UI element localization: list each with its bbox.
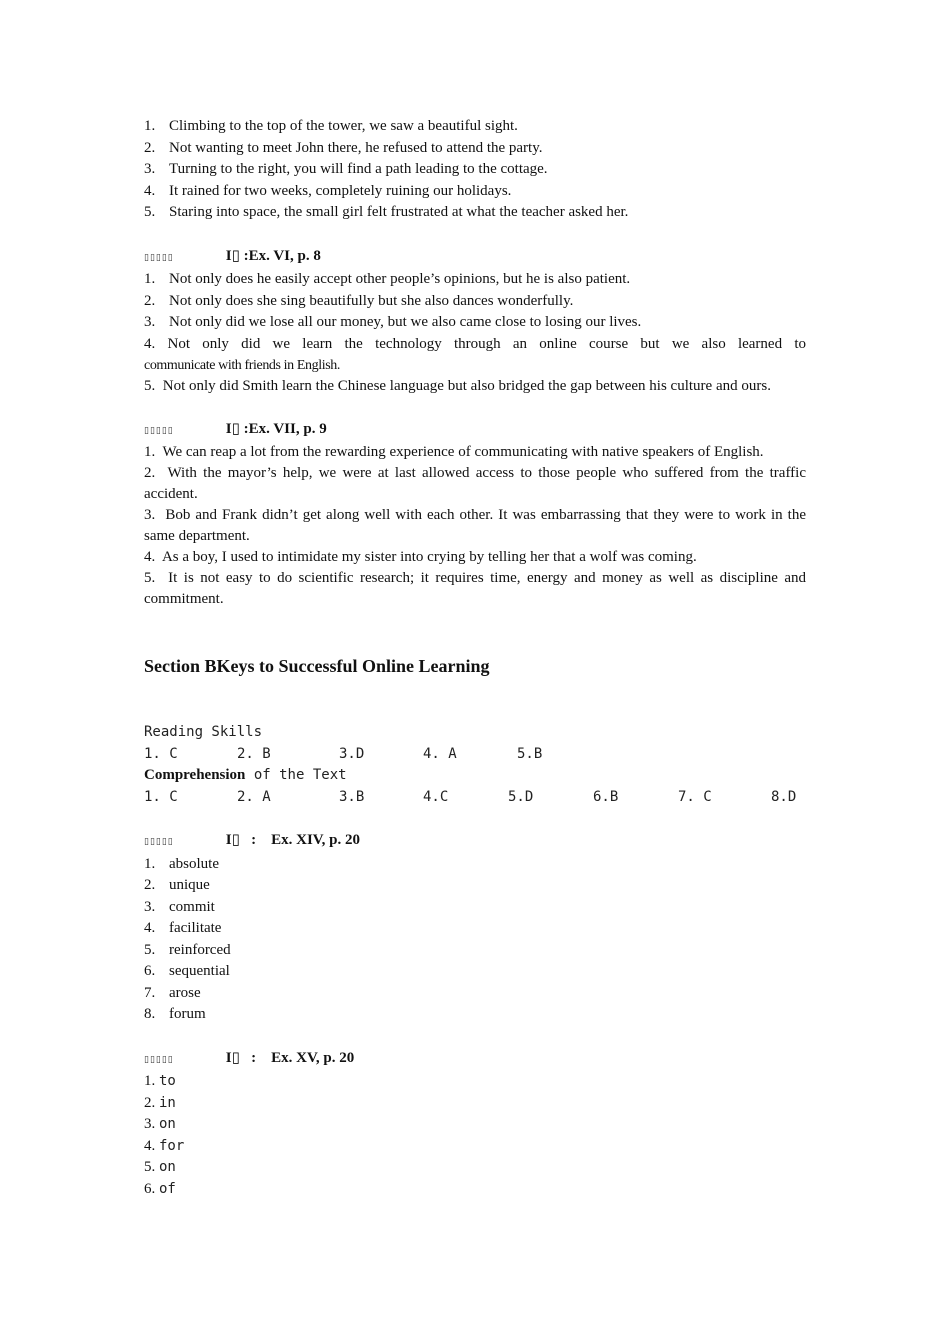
list-item: 1. We can reap a lot from the rewarding experience of communicating with native speakers of English.	[144, 444, 764, 460]
exercise-heading-xiv: ▯▯▯▯▯ I▯ : Ex. XIV, p. 20	[144, 832, 361, 848]
list-item: 3. Not only did we lose all our money, but we also came close to losing our lives.	[144, 314, 642, 330]
list-item: 2. Not wanting to meet John there, he refused to attend the party.	[144, 139, 543, 156]
list-item: 1. absolute	[144, 855, 219, 872]
list-item: 5. It is not easy to do scientific research; it requires time, energy and money as well as discipline and commitment.	[144, 570, 807, 607]
list-item: 6. sequential	[144, 963, 230, 979]
reading-skills-label: Reading Skills	[144, 724, 263, 740]
list-item: 8. forum	[144, 1006, 206, 1022]
list-item: 5. Not only did Smith learn the Chinese language but also bridged the gap between his culture and ours.	[144, 377, 771, 394]
list-item: 5. Staring into space, the small girl felt frustrated at what the teacher asked her.	[144, 204, 629, 220]
list-item: 5. reinforced	[144, 941, 231, 958]
list-item: 3. on	[144, 1116, 176, 1132]
list-item: 2. With the mayor’s help, we were at last allowed access to those people who suffered from the traffic accident.	[144, 465, 806, 502]
exercise-heading-xv: ▯▯▯▯▯ I▯ : Ex. XV, p. 20	[144, 1049, 355, 1066]
list-item: 3. Turning to the right, you will find a path leading to the cottage.	[144, 161, 548, 177]
list-item: 3. commit	[144, 898, 215, 915]
list-item: 2. in	[144, 1094, 176, 1111]
document-page	[144, 116, 806, 1200]
participle-answer-list	[144, 116, 806, 224]
list-item: 4. for	[144, 1137, 185, 1154]
list-item: 1. to	[144, 1073, 176, 1089]
list-item: 4. Not only did we learn the technology through an online course but we also learned to	[144, 335, 806, 352]
section-title: Section BKeys to Successful Online Learning	[144, 656, 490, 676]
list-item: 4. It rained for two weeks, completely ruining our holidays.	[144, 182, 512, 199]
reading-skills-answers: 1. C 2. B 3.D 4. A 5.B	[144, 745, 543, 762]
exercise-heading-vii: ▯▯▯▯▯ I▯ :Ex. VII, p. 9	[144, 420, 327, 437]
list-item: 2. unique	[144, 877, 210, 893]
comprehension-label: Comprehension of the Text	[144, 767, 347, 783]
exercise-vii-answers	[144, 442, 806, 610]
list-item: 5. on	[144, 1159, 176, 1175]
list-item: 4. facilitate	[144, 920, 222, 936]
list-item: 2. Not only does she sing beautifully but she also dances wonderfully.	[144, 292, 574, 309]
list-item: 3. Bob and Frank didn’t get along well with each other. It was embarrassing that they were to work in the same department.	[144, 507, 806, 544]
list-item: 1. Climbing to the top of the tower, we saw a beautiful sight.	[144, 118, 518, 134]
list-item: 7. arose	[144, 984, 201, 1001]
exercise-xiv-answers	[144, 854, 806, 1026]
list-item: 6. of	[144, 1180, 176, 1197]
exercise-heading-vi: ▯▯▯▯▯ I▯ :Ex. VI, p. 8	[144, 247, 321, 264]
exercise-xv-answers	[144, 1071, 806, 1200]
list-item: 1. Not only does he easily accept other people’s opinions, but he is also patient.	[144, 271, 631, 287]
exercise-vi-answers	[144, 269, 806, 397]
list-item-continuation: communicate with friends in English.	[144, 357, 340, 373]
comprehension-answers: 1. C 2. A 3.B 4.C 5.D 6.B 7. C 8.D	[144, 788, 797, 805]
list-item: 4. As a boy, I used to intimidate my sister into crying by telling her that a wolf was coming.	[144, 549, 697, 565]
